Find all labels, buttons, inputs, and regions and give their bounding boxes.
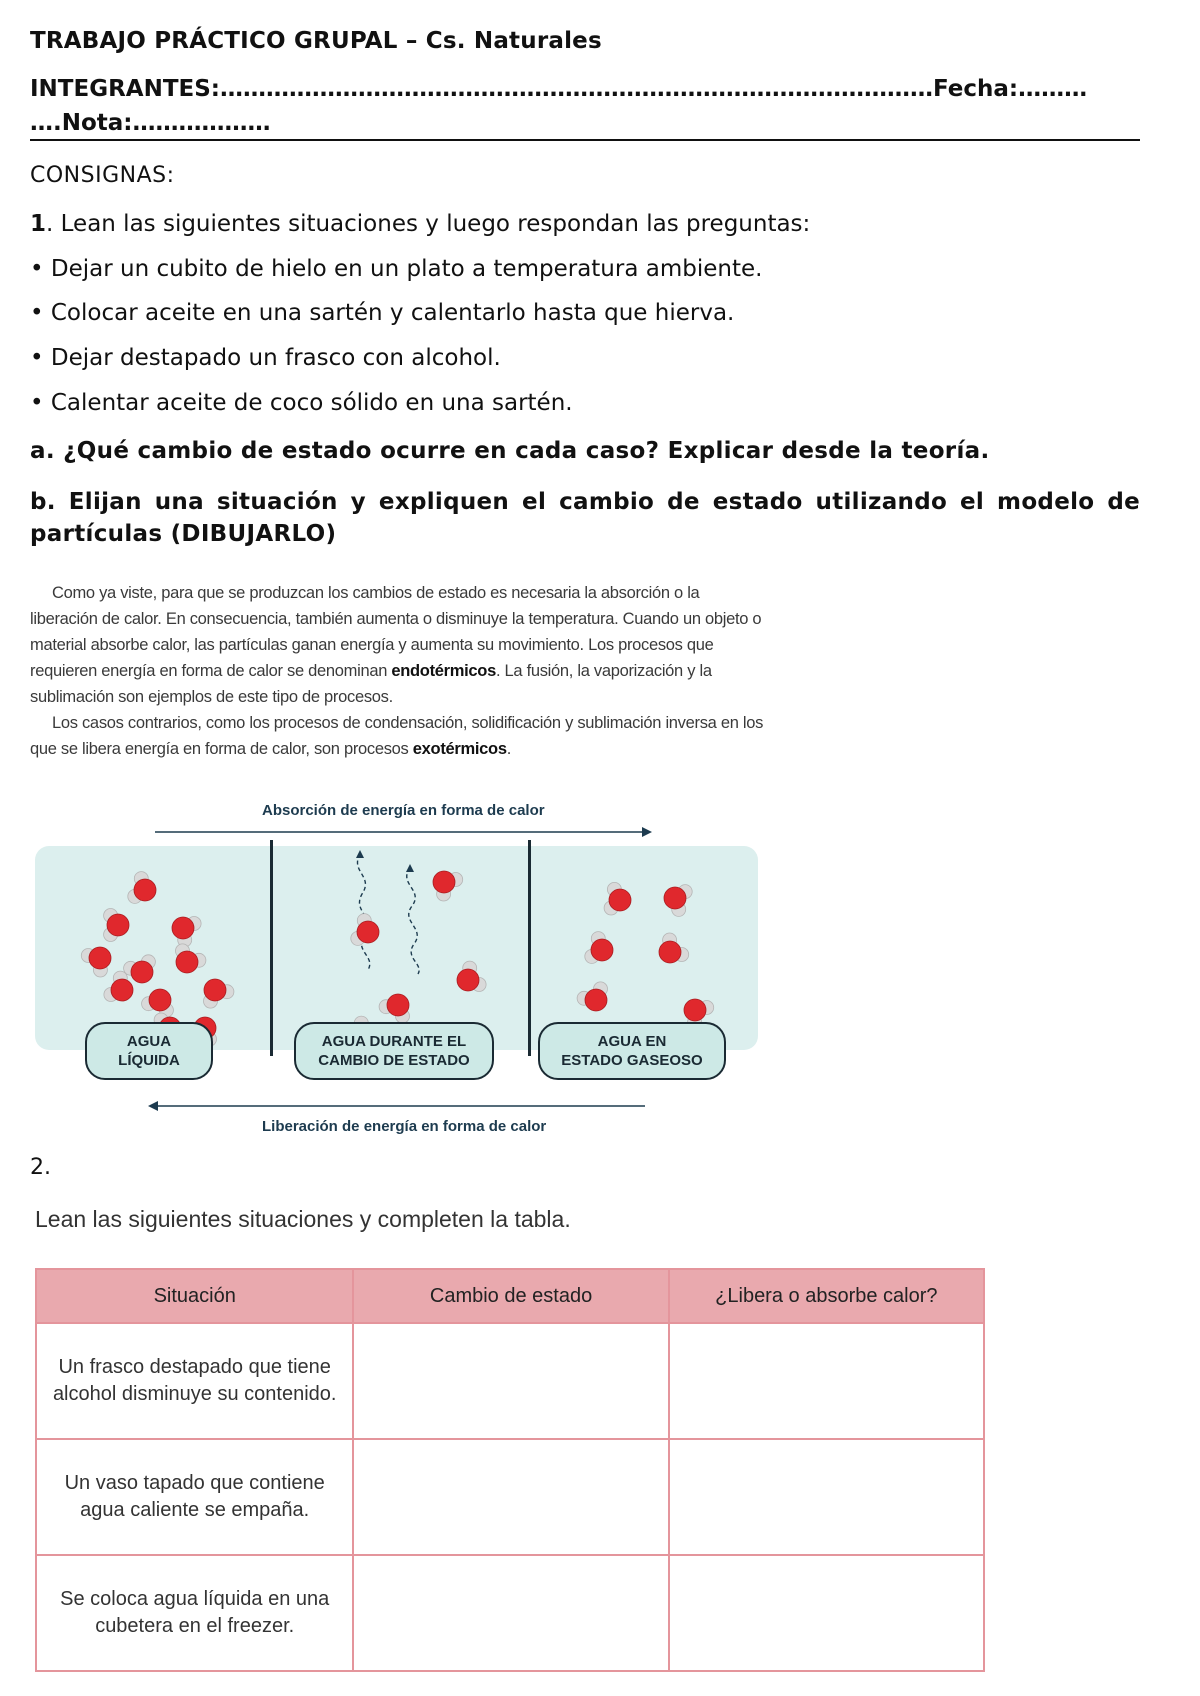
water-molecule bbox=[659, 933, 689, 963]
oxygen-atom bbox=[107, 914, 129, 936]
water-molecule bbox=[379, 994, 409, 1023]
nota-line: ….Nota:……………… bbox=[30, 110, 271, 136]
water-molecule bbox=[604, 882, 631, 915]
oxygen-atom bbox=[89, 947, 111, 969]
water-molecule bbox=[124, 955, 156, 983]
oxygen-atom bbox=[387, 994, 409, 1016]
oxygen-atom bbox=[357, 921, 379, 943]
water-molecule bbox=[104, 909, 129, 942]
oxygen-atom bbox=[684, 999, 706, 1021]
motion-arrow-icon bbox=[356, 850, 364, 858]
column-header-cambio: Cambio de estado bbox=[353, 1269, 668, 1323]
label-gaseous-water: AGUA EN ESTADO GASEOSO bbox=[538, 1022, 726, 1080]
water-molecule bbox=[172, 917, 201, 947]
answer-cell-cambio[interactable] bbox=[353, 1439, 668, 1555]
water-molecule bbox=[104, 971, 133, 1001]
answer-cell-calor[interactable] bbox=[669, 1439, 984, 1555]
situation-item: • Calentar aceite de coco sólido en una sartén. bbox=[30, 390, 573, 416]
oxygen-atom bbox=[172, 917, 194, 939]
situation-item: • Dejar un cubito de hielo en un plato a temperatura ambiente. bbox=[30, 256, 763, 282]
motion-arrow-icon bbox=[406, 864, 414, 872]
consignas-heading: CONSIGNAS: bbox=[30, 163, 175, 188]
question-1-number: 1 bbox=[30, 211, 47, 237]
oxygen-atom bbox=[134, 879, 156, 901]
oxygen-atom bbox=[609, 889, 631, 911]
oxygen-atom bbox=[111, 979, 133, 1001]
label-liquid-water: AGUA LÍQUIDA bbox=[85, 1022, 213, 1080]
integrantes-line: INTEGRANTES:…………………………………………………………………………………Fecha:……… bbox=[30, 76, 1088, 102]
water-molecule bbox=[81, 947, 111, 977]
worksheet-title: TRABAJO PRÁCTICO GRUPAL – Cs. Naturales bbox=[30, 28, 602, 54]
situation-cell: Un vaso tapado que contiene agua caliente se empaña. bbox=[36, 1439, 353, 1555]
oxygen-atom bbox=[433, 871, 455, 893]
term-endotermicos: endotérmicos bbox=[391, 662, 496, 680]
question-1a: a. ¿Qué cambio de estado ocurre en cada caso? Explicar desde la teoría. bbox=[30, 438, 990, 464]
water-molecule bbox=[176, 944, 206, 973]
water-molecule bbox=[351, 914, 379, 946]
textbook-paragraph-1: Como ya viste, para que se produzcan los cambios de estado es necesaria la absorción o la liberación de calor. En consecuencia, también aumenta o disminuye la temperatura. Cuando un objeto o material absorbe calor, las partículas ganan energía y aumenta su movimiento. Los procesos que requieren energía en forma de calor se denominan endotérmicos. La fusión, la vaporización y la sublimación son ejemplos de este tipo de procesos. bbox=[30, 584, 762, 706]
oxygen-atom bbox=[457, 969, 479, 991]
oxygen-atom bbox=[204, 979, 226, 1001]
answer-cell-calor[interactable] bbox=[669, 1323, 984, 1439]
question-1b: b. Elijan una situación y expliquen el cambio de estado utilizando el modelo de partículas (DIBUJARLO) bbox=[30, 489, 1140, 547]
table-row bbox=[36, 1555, 984, 1671]
oxygen-atom bbox=[659, 941, 681, 963]
water-molecule bbox=[457, 961, 486, 991]
oxygen-atom bbox=[176, 951, 198, 973]
situation-cell: Un frasco destapado que tiene alcohol disminuye su contenido. bbox=[36, 1323, 353, 1439]
release-arrow-label: Liberación de energía en forma de calor bbox=[262, 1118, 547, 1135]
question-2-instruction: Lean las siguientes situaciones y completen la tabla. bbox=[35, 1206, 571, 1232]
oxygen-atom bbox=[585, 989, 607, 1011]
term-exotermicos: exotérmicos bbox=[412, 740, 507, 758]
absorption-arrow-label: Absorción de energía en forma de calor bbox=[262, 802, 545, 819]
situation-item: • Colocar aceite en una sartén y calentarlo hasta que hierva. bbox=[30, 300, 735, 326]
answer-cell-cambio[interactable] bbox=[353, 1555, 668, 1671]
water-molecule bbox=[433, 871, 463, 901]
water-molecule bbox=[585, 932, 613, 964]
arrow-head-left-icon bbox=[148, 1101, 158, 1111]
water-molecule bbox=[204, 979, 234, 1008]
answer-cell-calor[interactable] bbox=[669, 1555, 984, 1671]
water-molecule bbox=[577, 982, 607, 1011]
state-change-diagram bbox=[30, 790, 770, 1135]
water-molecule bbox=[142, 989, 174, 1017]
question-1 bbox=[30, 211, 810, 237]
motion-trail bbox=[357, 854, 369, 970]
oxygen-atom bbox=[591, 939, 613, 961]
oxygen-atom bbox=[664, 887, 686, 909]
question-1-text: . Lean las siguientes situaciones y luego respondan las preguntas: bbox=[46, 211, 811, 237]
situation-item: • Dejar destapado un frasco con alcohol. bbox=[30, 345, 501, 371]
motion-trail bbox=[407, 868, 419, 974]
textbook-paragraph-2: Los casos contrarios, como los procesos de condensación, solidificación y sublimación inversa en los que se libera energía en forma de calor, son procesos exotérmicos. bbox=[30, 714, 764, 758]
textbook-excerpt bbox=[30, 580, 770, 762]
answer-cell-cambio[interactable] bbox=[353, 1323, 668, 1439]
oxygen-atom bbox=[149, 989, 171, 1011]
situation-cell: Se coloca agua líquida en una cubetera en el freezer. bbox=[36, 1555, 353, 1671]
table-row bbox=[36, 1323, 984, 1439]
column-header-calor: ¿Libera o absorbe calor? bbox=[669, 1269, 984, 1323]
water-molecule bbox=[128, 872, 156, 904]
table-row bbox=[36, 1439, 984, 1555]
column-header-situacion: Situación bbox=[36, 1269, 353, 1323]
label-changing-water: AGUA DURANTE EL CAMBIO DE ESTADO bbox=[294, 1022, 494, 1080]
question-2-number: 2. bbox=[30, 1155, 51, 1180]
water-molecule bbox=[664, 885, 692, 917]
header-divider bbox=[30, 139, 1140, 141]
state-change-table bbox=[35, 1268, 985, 1672]
table-header-row bbox=[36, 1269, 984, 1323]
oxygen-atom bbox=[131, 961, 153, 983]
